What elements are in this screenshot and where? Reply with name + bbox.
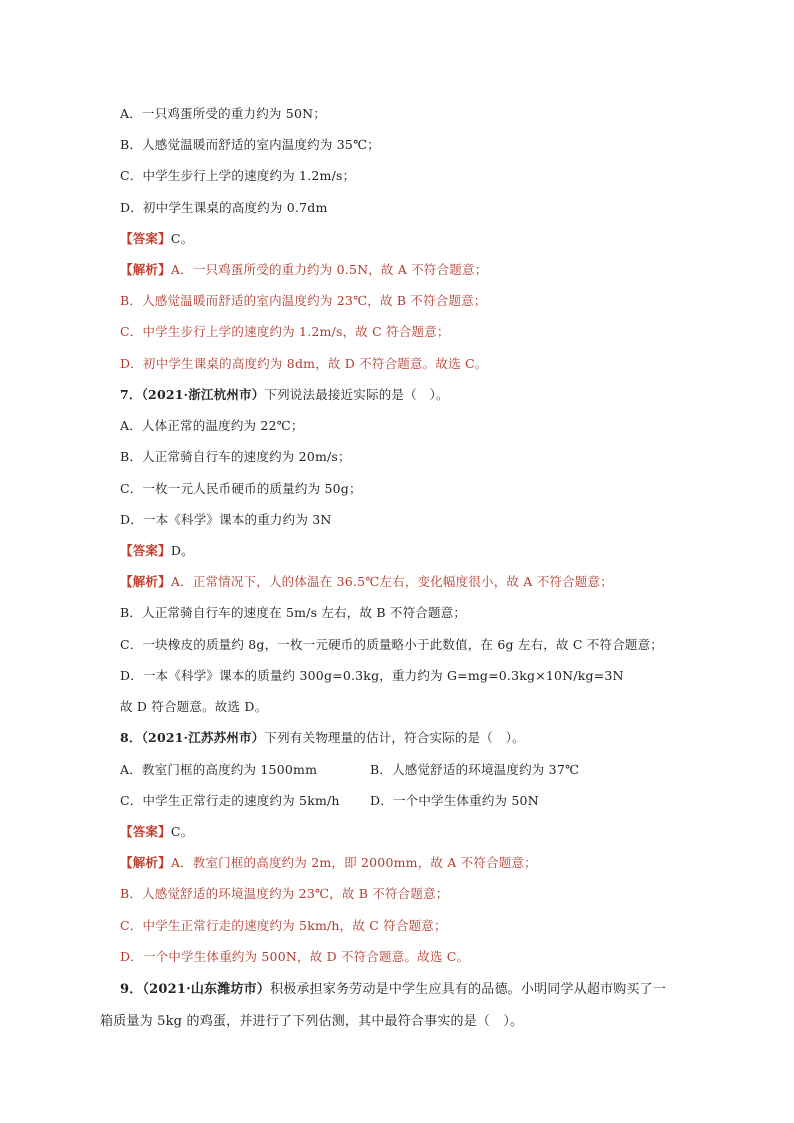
q9-number: 9． bbox=[120, 982, 143, 997]
answer-value: C。 bbox=[170, 231, 194, 246]
q8-analysis-c: C．中学生正常行走的速度约为 5km/h，故 C 符合题意； bbox=[120, 918, 447, 933]
q7-stem bbox=[120, 385, 449, 403]
q8-options-row-1 bbox=[120, 760, 580, 778]
q9-stem-cont: 箱质量为 5kg 的鸡蛋，并进行了下列估测，其中最符合事实的是（ ）。 bbox=[100, 1014, 524, 1029]
q8-answer bbox=[120, 822, 193, 840]
q6-option-b: B．人感觉温暖而舒适的室内温度约为 35℃； bbox=[120, 137, 380, 152]
q6-option-a: A．一只鸡蛋所受的重力约为 50N； bbox=[120, 106, 326, 121]
q8-option-d: D．一个中学生体重约为 50N bbox=[370, 793, 539, 808]
q8-analysis-a bbox=[120, 853, 537, 871]
analysis-text: A．一只鸡蛋所受的重力约为 0.5N，故 A 不符合题意； bbox=[170, 262, 488, 277]
q9-source: （2021·山东潍坊市） bbox=[142, 982, 271, 997]
q7-answer bbox=[120, 541, 194, 559]
q7-number: 7． bbox=[120, 387, 142, 402]
q9-stem-text: 积极承担家务劳动是中学生应具有的品德。小明同学从超市购买了一 bbox=[270, 982, 667, 997]
q7-analysis-b: B．人正常骑自行车的速度在 5m/s 左右，故 B 不符合题意； bbox=[120, 605, 467, 620]
q7-option-d: D．一本《科学》课本的重力约为 3N bbox=[120, 512, 332, 527]
analysis-tag: 【解析】 bbox=[120, 574, 171, 589]
q7-option-b: B．人正常骑自行车的速度约为 20m/s； bbox=[120, 449, 351, 464]
analysis-text: A．教室门框的高度约为 2m，即 2000mm，故 A 不符合题意； bbox=[170, 855, 537, 870]
q6-analysis-d: D．初中学生课桌的高度约为 8dm，故 D 不符合题意。故选 C。 bbox=[120, 356, 488, 371]
q7-option-a: A．人体正常的温度约为 22℃； bbox=[120, 418, 304, 433]
q7-analysis-d: D．一本《科学》课本的质量约 300g=0.3kg，重力约为 G=mg=0.3kg×10N/kg=3N bbox=[120, 668, 624, 683]
q8-stem-text: 下列有关物理量的估计，符合实际的是（ ）。 bbox=[264, 730, 525, 745]
q6-option-c: C．中学生步行上学的速度约为 1.2m/s； bbox=[120, 168, 356, 183]
answer-value: D。 bbox=[170, 543, 194, 558]
q6-answer bbox=[120, 229, 193, 247]
q7-stem-text: 下列说法最接近实际的是（ ）。 bbox=[264, 387, 449, 402]
q8-stem bbox=[120, 728, 525, 746]
q8-option-c: C．中学生正常行走的速度约为 5km/h bbox=[120, 793, 340, 808]
q8-analysis-d: D．一个中学生体重约为 500N，故 D 不符合题意。故选 C。 bbox=[120, 949, 470, 964]
q7-analysis-c: C．一块橡皮的质量约 8g，一枚一元硬币的质量略小于此数值，在 6g 左右，故 C 不符合题意； bbox=[120, 637, 664, 652]
q6-analysis-c: C．中学生步行上学的速度约为 1.2m/s，故 C 符合题意； bbox=[120, 324, 450, 339]
analysis-tag: 【解析】 bbox=[120, 855, 171, 870]
q8-analysis-b: B．人感觉舒适的环境温度约为 23℃，故 B 不符合题意； bbox=[120, 886, 449, 901]
answer-value: C。 bbox=[170, 824, 194, 839]
q7-source: （2021·浙江杭州市） bbox=[141, 387, 265, 402]
q8-options-row-2 bbox=[120, 791, 539, 809]
q7-analysis-a bbox=[120, 572, 613, 590]
answer-tag: 【答案】 bbox=[120, 231, 171, 246]
q8-option-b: B．人感觉舒适的环境温度约为 37℃ bbox=[370, 762, 580, 777]
q6-analysis-a bbox=[120, 260, 487, 278]
analysis-tag: 【解析】 bbox=[120, 262, 171, 277]
answer-tag: 【答案】 bbox=[120, 824, 171, 839]
answer-tag: 【答案】 bbox=[120, 543, 171, 558]
q9-stem bbox=[120, 978, 666, 997]
q8-number: 8． bbox=[120, 730, 142, 745]
q6-option-d: D．初中学生课桌的高度约为 0.7dm bbox=[120, 200, 328, 215]
q8-option-a: A．教室门框的高度约为 1500mm bbox=[120, 762, 318, 777]
q7-analysis-cont: 故 D 符合题意。故选 D。 bbox=[120, 699, 268, 714]
q8-source: （2021·江苏苏州市） bbox=[141, 730, 265, 745]
analysis-text: A．正常情况下，人的体温在 36.5℃左右，变化幅度很小，故 A 不符合题意； bbox=[170, 574, 613, 589]
q7-option-c: C．一枚一元人民币硬币的质量约为 50g； bbox=[120, 481, 362, 496]
q6-analysis-b: B．人感觉温暖而舒适的室内温度约为 23℃，故 B 不符合题意； bbox=[120, 293, 487, 308]
